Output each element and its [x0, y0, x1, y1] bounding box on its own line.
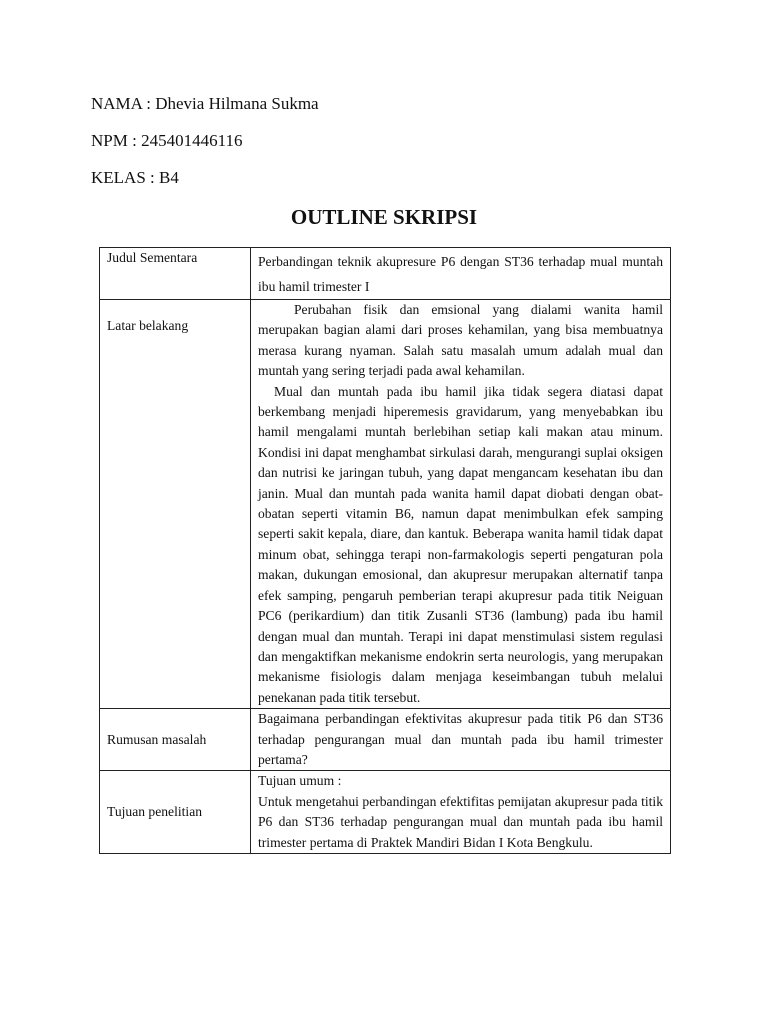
table-row-rumusan	[100, 709, 671, 771]
row-label: Tujuan penelitian	[100, 771, 251, 854]
table-row-latar	[100, 300, 671, 709]
row-label: Judul Sementara	[100, 248, 251, 300]
row-paragraph: Bagaimana perbandingan efektivitas akupresur pada titik P6 dan ST36 terhadap pengurangan mual dan muntah pada ibu hamil trimester pertama?	[258, 711, 663, 767]
row-paragraph: Tujuan umum :	[258, 773, 342, 789]
student-class: KELAS : B4	[91, 168, 179, 187]
row-paragraph: Perbandingan teknik akupresure P6 dengan ST36 terhadap mual muntah ibu hamil trimester I	[258, 254, 663, 294]
row-label: Latar belakang	[100, 300, 251, 709]
row-paragraph: Mual dan muntah pada ibu hamil jika tidak segera diatasi dapat berkembang menjadi hiperemesis gravidarum, yang menyebabkan ibu hamil mengalami muntah berlebihan setiap kali makan atau minum. Kondisi ini dapat menghambat sirkulasi darah, mengurangi suplai oksigen dan nutrisi ke jaringan tubuh, yang dapat mengancam kesehatan ibu dan janin. Mual dan muntah pada wanita hamil dapat diobati dengan obat-obatan seperti vitamin B6, namun dapat menimbulkan efek samping seperti sakit kepala, diare, dan kantuk. Beberapa wanita hamil tidak dapat minum obat, sehingga terapi non-farmakologis seperti pengaturan pola makan, dukungan emosional, dan akupresur merupakan alternatif tanpa efek samping, pengaruh pemberian terapi akupresur pada titik Neiguan PC6 (perikardium) dan titik Zusanli ST36 (lambung) pada ibu hamil dengan mual dan muntah. Terapi ini dapat menstimulasi sistem regulasi dan mengaktifkan mekanisme endokrin serta neurologis, yang merupakan mekanisme fisiologis dalam menjaga keseimbangan tubuh melalui penekanan pada titik tersebut.	[258, 383, 663, 705]
row-paragraph: Perubahan fisik dan emsional yang dialami wanita hamil merupakan bagian alami dari proses kehamilan, yang bisa membuatnya merasa kurang nyaman. Salah satu masalah umum adalah mual dan muntah yang sering terjadi pada awal kehamilan.	[258, 302, 663, 379]
table-row-tujuan	[100, 771, 671, 854]
student-npm: NPM : 245401446116	[91, 131, 243, 150]
row-content	[251, 709, 671, 771]
page-title: OUTLINE SKRIPSI	[290, 205, 478, 229]
table-row-judul	[100, 248, 671, 300]
row-label: Rumusan masalah	[100, 709, 251, 771]
row-content	[251, 248, 671, 300]
row-content	[251, 771, 671, 854]
outline-table	[99, 247, 671, 854]
row-content	[251, 300, 671, 709]
row-paragraph: Untuk mengetahui perbandingan efektifitas pemijatan akupresur pada titik P6 dan ST36 terhadap pengurangan mual dan muntah pada ibu hamil trimester pertama di Praktek Mandiri Bidan I Kota Bengkulu.	[258, 793, 663, 850]
student-name: NAMA : Dhevia Hilmana Sukma	[91, 94, 319, 113]
